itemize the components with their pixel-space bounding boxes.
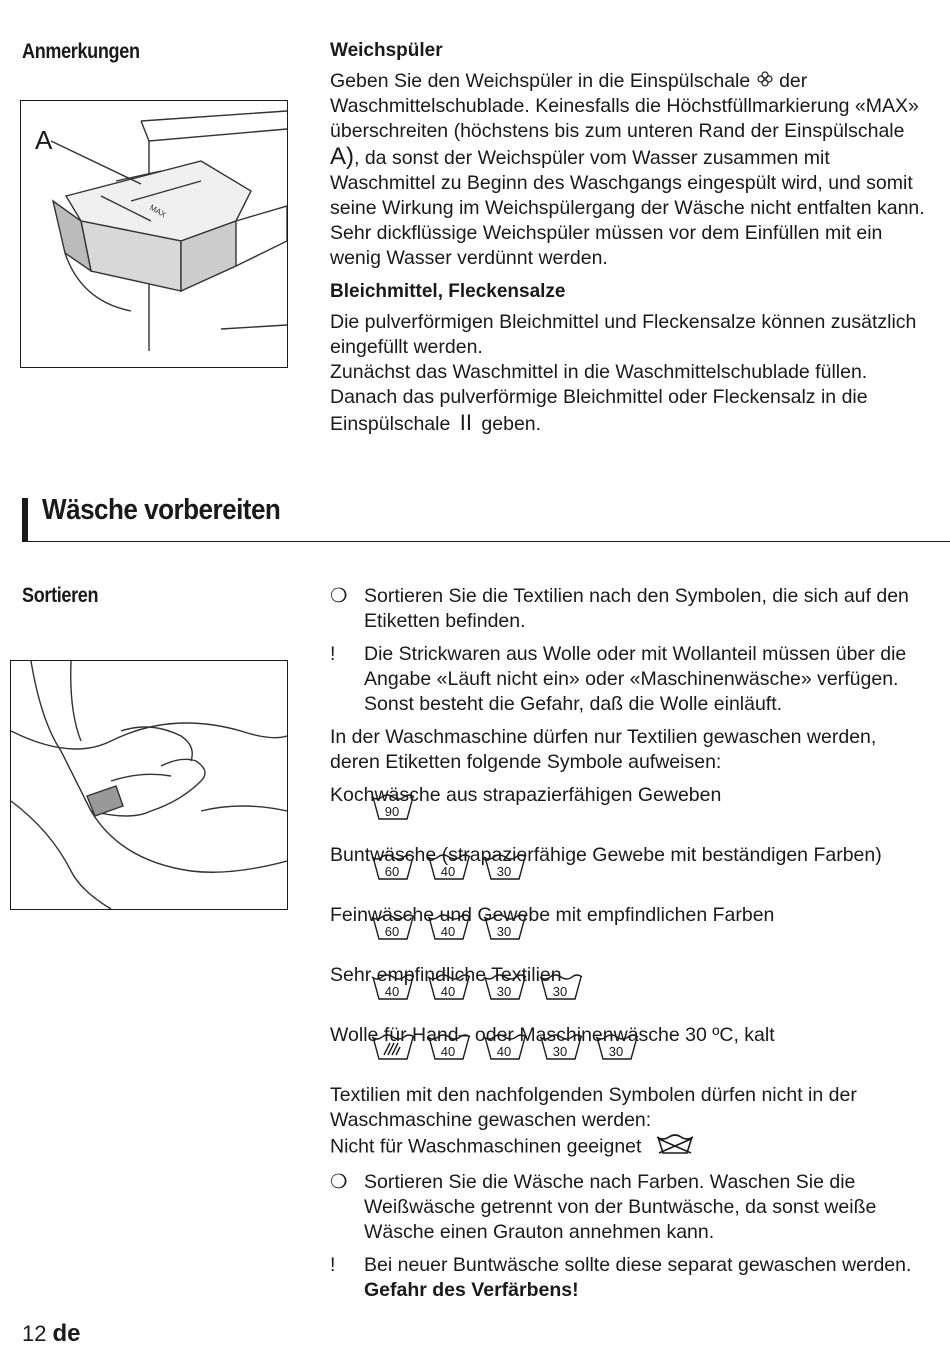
wash-temperature: 60 [384,924,400,939]
wash-temperature: 30 [608,1044,624,1059]
section-title: Wäsche vorbereiten [42,494,281,526]
wash-symbols [370,793,426,827]
softener-text-3: , da sonst der Weichspüler vom Wasser zusammen mit Waschmittel zu Beginn des Waschgangs eingespült wird, und somit seine Wirkung im Weichspülergang der Wäsche nicht entfalten kann. Sehr dickflüssige Weichspüler müssen vor dem Einfüllen mit ein wenig Wasser verdünnt werden. [330,147,925,269]
wash-tub-icon [426,913,476,947]
sort-instruction-2-text: Sortieren Sie die Wäsche nach Farben. Waschen Sie die Weißwäsche getrennt von der Buntwäsche, da sonst weiße Wäsche einen Grauton annehmen kann. [364,1171,877,1243]
not-allowed-text: Textilien mit den nachfolgenden Symbolen dürfen nicht in der Waschmaschine gewaschen werden: [330,1084,857,1131]
bleach-text-3b: geben. [481,413,542,435]
wash-category [330,963,920,1023]
sort-instruction-1-text: Sortieren Sie die Textilien nach den Symbolen, die sich auf den Etiketten befinden. [364,585,909,632]
wash-category-list [330,783,920,1083]
wash-tub-icon [482,913,532,947]
wash-temperature: 30 [552,984,568,999]
wash-category-label: Buntwäsche (strapazierfähige Gewebe mit beständigen Farben) [330,844,882,866]
sort-instruction-2 [330,1170,920,1245]
wash-category-label: Feinwäsche und Gewebe mit empfindlichen Farben [330,904,775,926]
hands-illustration [11,661,287,909]
wash-symbols [370,973,594,1007]
color-warning-emphasis: Gefahr des Verfärbens! [364,1279,579,1301]
softener-mark-a: A) [330,143,354,170]
softener-text-1: Geben Sie den Weichspüler in die Einspülschale [330,70,751,92]
wash-tub-icon [538,1033,588,1067]
softener-title: Weichspüler [330,40,443,61]
bleach-text-1: Die pulverförmigen Bleichmittel und Fleckensalze können zusätzlich eingefüllt werden. [330,311,917,358]
page-footer [22,1320,81,1348]
hand-wash-icon [370,1033,420,1067]
warning-icon: ! [330,643,336,665]
wash-tub-icon [370,793,420,827]
page-number: 12 [22,1321,47,1346]
color-warning [330,1253,920,1303]
notes-heading: Anmerkungen [22,40,140,63]
figure-label-a: A [35,125,53,155]
wash-category [330,783,920,843]
sorting-block [330,584,920,1303]
wool-warning-text: Die Strickwaren aus Wolle oder mit Wollanteil müssen über die Angabe «Läuft nicht ein» oder «Maschinenwäsche» verfügen. Sonst besteht die Gefahr, daß die Wolle einläuft. [364,643,907,715]
symbols-intro: In der Waschmaschine dürfen nur Textilien gewaschen werden, deren Etiketten folgende Symbole aufweisen: [330,726,877,773]
wash-tub-icon [482,973,532,1007]
wool-warning [330,642,920,717]
wash-temperature: 40 [440,864,456,879]
wash-tub-icon [370,853,420,887]
wash-temperature: 40 [440,924,456,939]
wash-symbols [370,913,538,947]
wash-temperature: 90 [384,804,400,819]
wash-category-label: Wolle für Hand– oder Maschinenwäsche 30 ºC, kalt [330,1024,775,1046]
wash-temperature: 40 [384,984,400,999]
circle-bullet-icon: ❍ [330,1171,348,1193]
wash-tub-icon [538,973,588,1007]
bleach-mark-ii: II [459,410,472,435]
wash-tub-icon [426,1033,476,1067]
wash-temperature: 30 [496,924,512,939]
detergent-drawer-figure [20,100,288,368]
wash-temperature: 30 [496,984,512,999]
wash-category [330,843,920,903]
wash-tub-icon [370,913,420,947]
wash-tub-icon [426,973,476,1007]
bleach-text-2: Zunächst das Waschmittel in die Waschmittelschublade füllen. [330,361,868,383]
wash-temperature: 30 [552,1044,568,1059]
wash-temperature: 40 [440,984,456,999]
wash-tub-icon [482,853,532,887]
color-warning-text: Bei neuer Buntwäsche sollte diese separat gewaschen werden. [364,1254,912,1276]
wash-temperature: 60 [384,864,400,879]
section-bar [22,498,28,542]
wash-tub-icon [370,973,420,1007]
not-allowed-line [330,1133,920,1162]
circle-bullet-icon: ❍ [330,585,348,607]
wash-category-label: Kochwäsche aus strapazierfähigen Geweben [330,784,722,806]
sorting-heading: Sortieren [22,584,99,607]
wash-tub-icon [482,1033,532,1067]
flower-icon [756,69,774,94]
sort-instruction-1 [330,584,920,634]
section-rule [28,541,950,542]
wash-category-label: Sehr empfindliche Textilien [330,964,562,986]
softener-block [330,38,930,437]
drawer-illustration [21,101,287,367]
wash-temperature: 30 [496,864,512,879]
wash-temperature: 40 [496,1044,512,1059]
wash-temperature: 40 [440,1044,456,1059]
wash-tub-icon [594,1033,644,1067]
wash-tub-icon [426,853,476,887]
wash-symbols [370,1033,650,1067]
language-code: de [52,1320,81,1347]
not-allowed-label: Nicht für Waschmaschinen geeignet [330,1135,642,1158]
softener-text-2: der Waschmittelschublade. Keinesfalls die Höchstfüllmarkierung «MAX» überschreiten (höchstens bis zum unteren Rand der Einspülschale [330,70,919,142]
warning-icon: ! [330,1254,336,1276]
bleach-text-3 [330,385,930,437]
bleach-title: Bleichmittel, Fleckensalze [330,281,566,302]
wash-symbols [370,853,538,887]
wash-category [330,903,920,963]
softener-text [330,69,930,271]
wash-category [330,1023,920,1083]
bleach-text-3a: Danach das pulverförmige Bleichmittel oder Fleckensalz in die Einspülschale [330,386,868,435]
max-mark-label: MAX [148,202,168,220]
no-machine-wash-icon [655,1133,695,1162]
hands-label-figure [10,660,288,910]
